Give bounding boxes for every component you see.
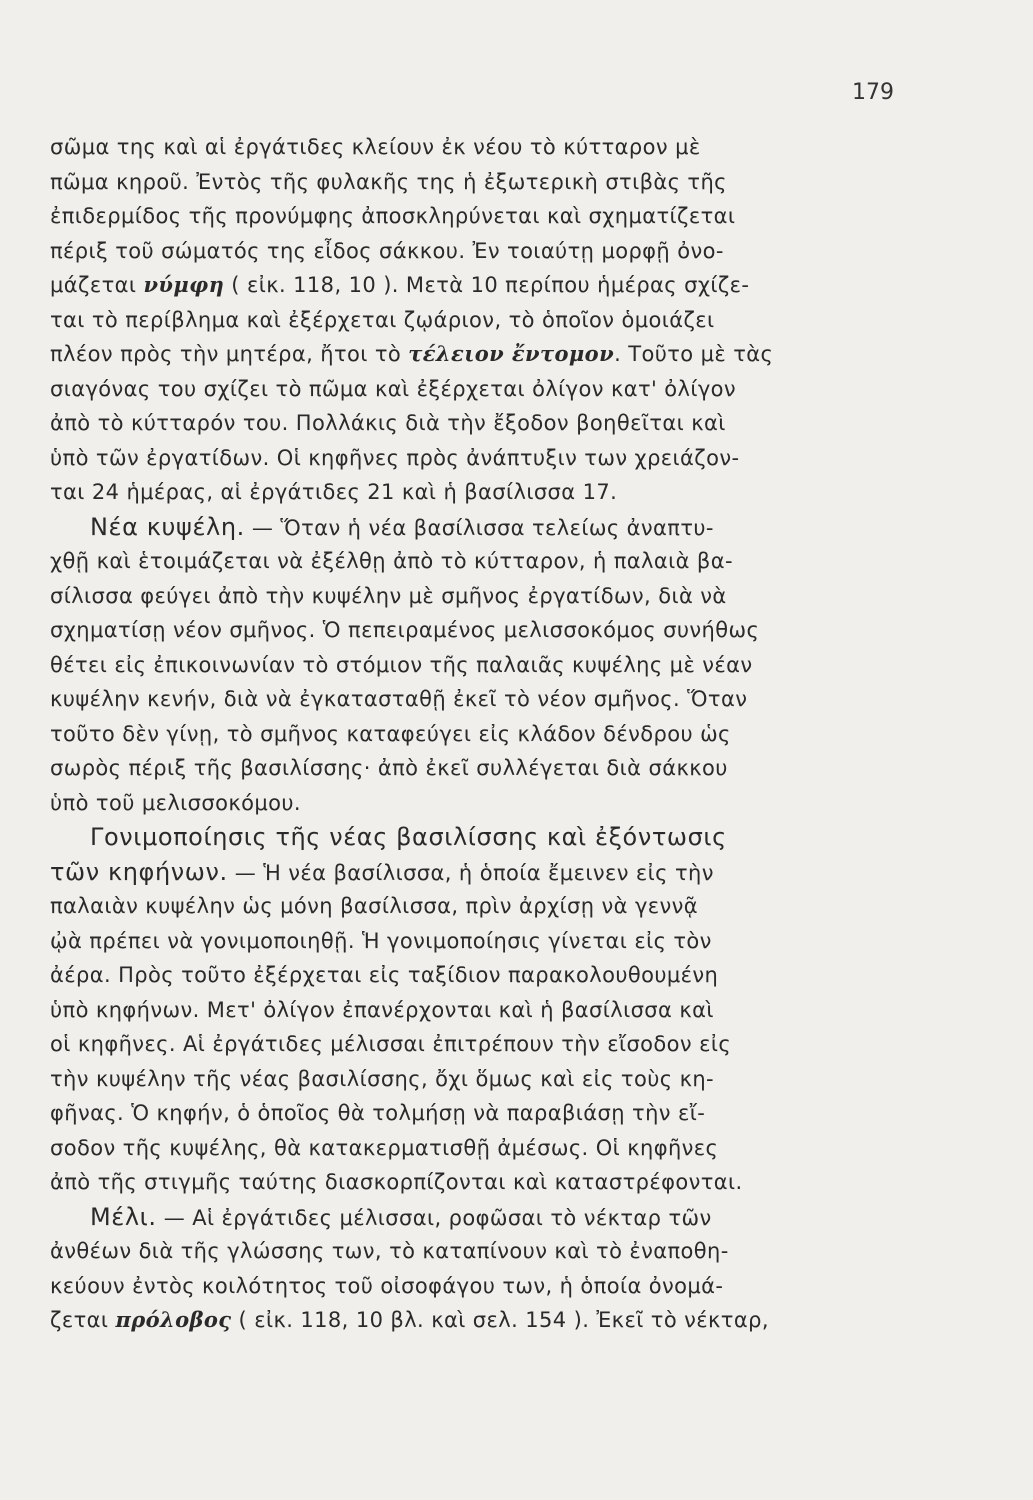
- text-segment: ὑπὸ τῶν ἐργατίδων. Οἱ κηφῆνες πρὸς ἀνάπτυξιν των χρειάζον-: [50, 445, 740, 470]
- text-segment: σιαγόνας του σχίζει τὸ πῶμα καὶ ἐξέρχεται ὀλίγον κατ' ὀλίγον: [50, 376, 737, 401]
- text-line: [50, 1269, 900, 1304]
- text-line: [50, 441, 900, 476]
- text-segment: ται τὸ περίβλημα καὶ ἐξέρχεται ζῳάριον, τὸ ὁποῖον ὁμοιάζει: [50, 307, 715, 332]
- emphasized-term: νύμφη: [143, 272, 225, 297]
- text-segment: ἀνθέων διὰ τῆς γλώσσης των, τὸ καταπίνουν καὶ τὸ ἐναποθη-: [50, 1239, 729, 1263]
- text-line: [50, 544, 900, 579]
- text-segment: ἀπὸ τὸ κύτταρόν του. Πολλάκις διὰ τὴν ἔξοδον βοηθεῖται καὶ: [50, 411, 726, 435]
- section-heading: Νέα κυψέλη.: [90, 512, 245, 541]
- text-segment: — Ὅταν ἡ νέα βασίλισσα τελείως ἀναπτυ-: [244, 515, 714, 540]
- text-segment: σωρὸς πέριξ τῆς βασιλίσσης· ἀπὸ ἐκεῖ συλλέγεται διὰ σάκκου: [50, 756, 728, 780]
- text-segment: πέριξ τοῦ σώματός της εἶδος σάκκου. Ἐν τοιαύτῃ μορφῇ ὀνο-: [50, 238, 724, 263]
- text-segment: ζεται: [50, 1308, 116, 1332]
- text-line: [50, 1062, 900, 1097]
- text-block: [50, 130, 900, 1338]
- text-line: [50, 1165, 900, 1200]
- text-segment: σῶμα της καὶ αἱ ἐργάτιδες κλείουν ἐκ νέου τὸ κύτταρον μὲ: [50, 135, 701, 159]
- text-segment: σχηματίσῃ νέον σμῆνος. Ὁ πεπειραμένος μελισσοκόμος συνήθως: [50, 618, 760, 642]
- text-segment: σίλισσα φεύγει ἀπὸ τὴν κυψέλην μὲ σμῆνος ἐργατίδων, διὰ νὰ: [50, 583, 727, 608]
- text-line: [50, 855, 900, 890]
- text-segment: . Τοῦτο μὲ τὰς: [614, 342, 774, 366]
- text-line: [50, 613, 900, 648]
- text-line: [50, 786, 900, 821]
- text-segment: σοδον τῆς κυψέλης, θὰ κατακερματισθῇ ἀμέσως. Οἱ κηφῆνες: [50, 1135, 719, 1160]
- text-segment: ᾠὰ πρέπει νὰ γονιμοποιηθῇ. Ἡ γονιμοποίησις γίνεται εἰς τὸν: [50, 928, 712, 953]
- text-line: [50, 1131, 900, 1166]
- text-segment: χθῇ καὶ ἑτοιμάζεται νὰ ἐξέλθῃ ἀπὸ τὸ κύτταρον, ἡ παλαιὰ βα-: [50, 549, 733, 573]
- text-segment: φῆνας. Ὁ κηφήν, ὁ ὁποῖος θὰ τολμήσῃ νὰ παραβιάσῃ τὴν εἴ-: [50, 1101, 706, 1125]
- text-segment: ται 24 ἡμέρας, αἱ ἐργάτιδες 21 καὶ ἡ βασίλισσα 17.: [50, 480, 618, 504]
- text-line: [50, 303, 900, 338]
- text-line: [50, 337, 900, 372]
- text-line: [50, 1303, 900, 1338]
- text-line: [50, 889, 900, 924]
- text-segment: πλέον πρὸς τὴν μητέρα, ἤτοι τὸ: [50, 342, 409, 366]
- text-line: [50, 510, 900, 545]
- text-line: [50, 1096, 900, 1131]
- text-line: [50, 648, 900, 683]
- emphasized-term: πρόλοβος: [115, 1307, 232, 1332]
- text-segment: τοῦτο δὲν γίνῃ, τὸ σμῆνος καταφεύγει εἰς κλάδον δένδρου ὡς: [50, 721, 731, 746]
- text-line: [50, 1027, 900, 1062]
- section-heading: τῶν κηφήνων.: [50, 857, 228, 886]
- text-segment: κυψέλην κενήν, διὰ νὰ ἐγκατασταθῇ ἐκεῖ τὸ νέον σμῆνος. Ὅταν: [50, 687, 748, 711]
- text-segment: ἀέρα. Πρὸς τοῦτο ἐξέρχεται εἰς ταξίδιον παρακολουθουμένη: [50, 963, 719, 987]
- text-segment: — Ἡ νέα βασίλισσα, ἡ ὁποία ἔμεινεν εἰς τὴν: [227, 860, 714, 885]
- text-line: [50, 924, 900, 959]
- text-line: [50, 1234, 900, 1269]
- text-line: [50, 165, 900, 200]
- text-segment: ὑπὸ τοῦ μελισσοκόμου.: [50, 790, 302, 815]
- text-line: [50, 130, 900, 165]
- text-line: [50, 579, 900, 614]
- text-line: [50, 406, 900, 441]
- section-heading: Μέλι.: [90, 1202, 157, 1231]
- text-segment: ( εἰκ. 118, 10 ). Μετὰ 10 περίπου ἡμέρας σχίζε-: [224, 273, 750, 297]
- text-segment: πῶμα κηροῦ. Ἐντὸς τῆς φυλακῆς της ἡ ἐξωτερικὴ στιβὰς τῆς: [50, 169, 727, 194]
- text-segment: ( εἰκ. 118, 10 βλ. καὶ σελ. 154 ). Ἐκεῖ τὸ νέκταρ,: [231, 1308, 769, 1332]
- text-line: [50, 820, 900, 855]
- text-line: [50, 199, 900, 234]
- text-segment: μάζεται: [50, 273, 144, 297]
- text-segment: οἱ κηφῆνες. Αἱ ἐργάτιδες μέλισσαι ἐπιτρέπουν τὴν εἴσοδον εἰς: [50, 1032, 732, 1056]
- text-segment: τὴν κυψέλην τῆς νέας βασιλίσσης, ὄχι ὅμως καὶ εἰς τοὺς κη-: [50, 1066, 715, 1091]
- emphasized-term: τέλειον ἔντομον: [408, 341, 615, 366]
- text-segment: ἀπὸ τῆς στιγμῆς ταύτης διασκορπίζονται καὶ καταστρέφονται.: [50, 1170, 743, 1194]
- text-line: [50, 751, 900, 786]
- text-line: [50, 372, 900, 407]
- text-line: [50, 475, 900, 510]
- text-line: [50, 268, 900, 303]
- text-line: [50, 958, 900, 993]
- text-segment: κεύουν ἐντὸς κοιλότητος τοῦ οἰσοφάγου των, ἡ ὁποία ὀνομά-: [50, 1273, 724, 1298]
- text-line: [50, 993, 900, 1028]
- text-line: [50, 1200, 900, 1235]
- text-line: [50, 682, 900, 717]
- text-segment: — Αἱ ἐργάτιδες μέλισσαι, ροφῶσαι τὸ νέκταρ τῶν: [156, 1205, 712, 1230]
- text-segment: ὑπὸ κηφήνων. Μετ' ὀλίγον ἐπανέρχονται καὶ ἡ βασίλισσα καὶ: [50, 997, 714, 1022]
- text-segment: παλαιὰν κυψέλην ὡς μόνη βασίλισσα, πρὶν ἀρχίσῃ νὰ γεννᾷ: [50, 894, 699, 918]
- page-number: 179: [852, 80, 894, 105]
- text-segment: ἐπιδερμίδος τῆς προνύμφης ἀποσκληρύνεται καὶ σχηματίζεται: [50, 204, 736, 228]
- text-line: [50, 234, 900, 269]
- section-heading: Γονιμοποίησις τῆς νέας βασιλίσσης καὶ ἐξόντωσις: [90, 823, 727, 851]
- text-line: [50, 717, 900, 752]
- text-segment: θέτει εἰς ἐπικοινωνίαν τὸ στόμιον τῆς παλαιᾶς κυψέλης μὲ νέαν: [50, 652, 753, 677]
